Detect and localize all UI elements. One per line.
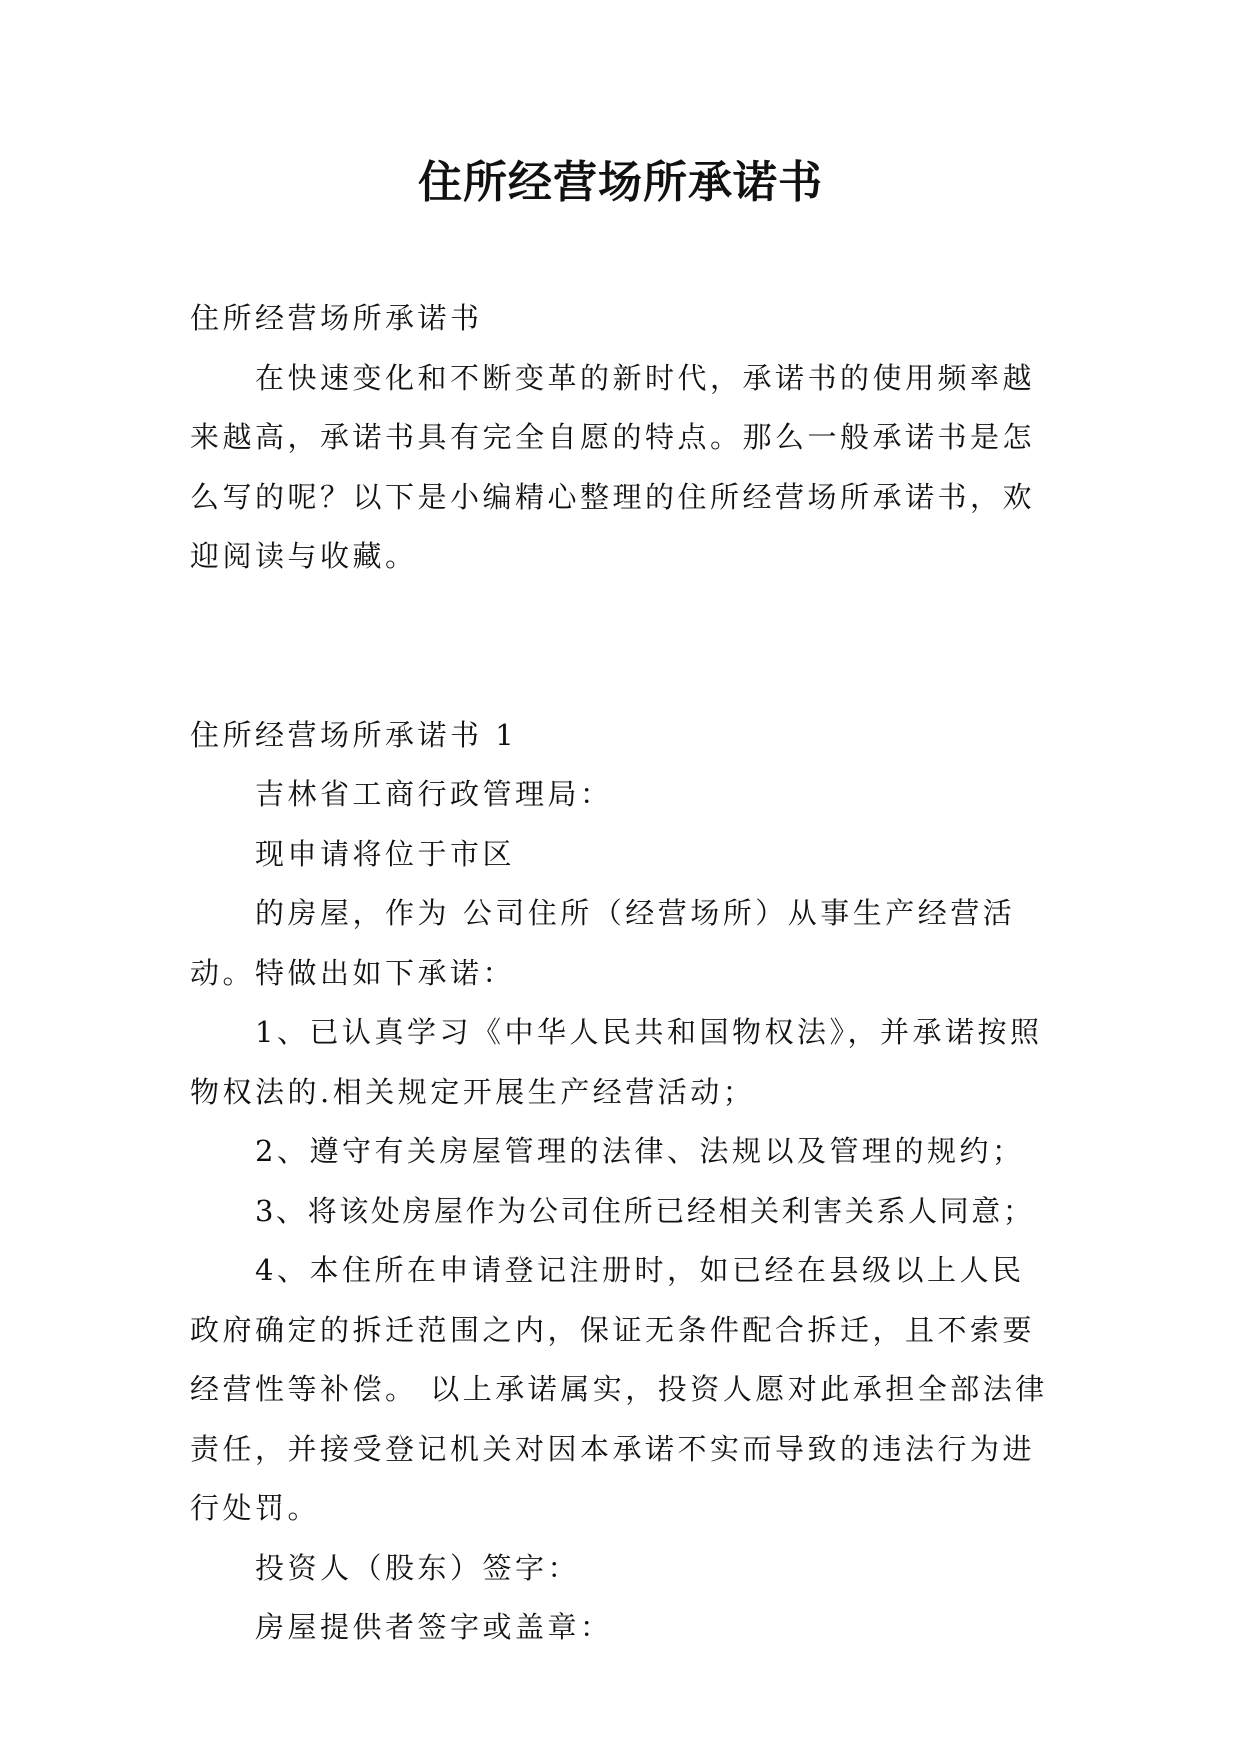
- section-heading: 住所经营场所承诺书 1: [190, 717, 518, 752]
- house-line: 的房屋，作为 公司住所（经营场所）从事生产经营活动。特做出如下承诺：: [190, 896, 1016, 990]
- investor-signature-line: 投资人（股东）签字：: [255, 1550, 581, 1585]
- provider-signature-line: 房屋提供者签字或盖章：: [255, 1610, 613, 1644]
- commitment-item-1: 1、已认真学习《中华人民共和国物权法》，并承诺按照物权法的.相关规定开展生产经营活动；: [190, 1015, 1043, 1109]
- commitment-item-4: 4、本住所在申请登记注册时，如已经在县级以上人民政府确定的拆迁范围之内，保证无条件配合拆迁，且不索要经营性等补偿。 以上承诺属实，投资人愿对此承担全部法律责任，并接受登记机关对因本承诺不实而导致的违法行为进行处罚。: [190, 1253, 1048, 1525]
- commitment-item-2: 2、遵守有关房屋管理的法律、法规以及管理的规约；: [255, 1134, 1025, 1168]
- addressee: 吉林省工商行政管理局：: [255, 777, 613, 811]
- intro-heading: 住所经营场所承诺书: [190, 301, 483, 335]
- intro-paragraph: 在快速变化和不断变革的新时代，承诺书的使用频率越来越高，承诺书具有完全自愿的特点。那么一般承诺书是怎么写的呢？以下是小编精心整理的住所经营场所承诺书，欢迎阅读与收藏。: [190, 360, 1036, 573]
- section-spacer: [190, 587, 1052, 706]
- document-title: 住所经营场所承诺书: [418, 157, 823, 208]
- apply-line: 现申请将位于市区: [255, 836, 516, 871]
- document-body: [190, 289, 1052, 1658]
- commitment-item-3: 3、将该处房屋作为公司住所已经相关利害关系人同意；: [255, 1193, 1035, 1228]
